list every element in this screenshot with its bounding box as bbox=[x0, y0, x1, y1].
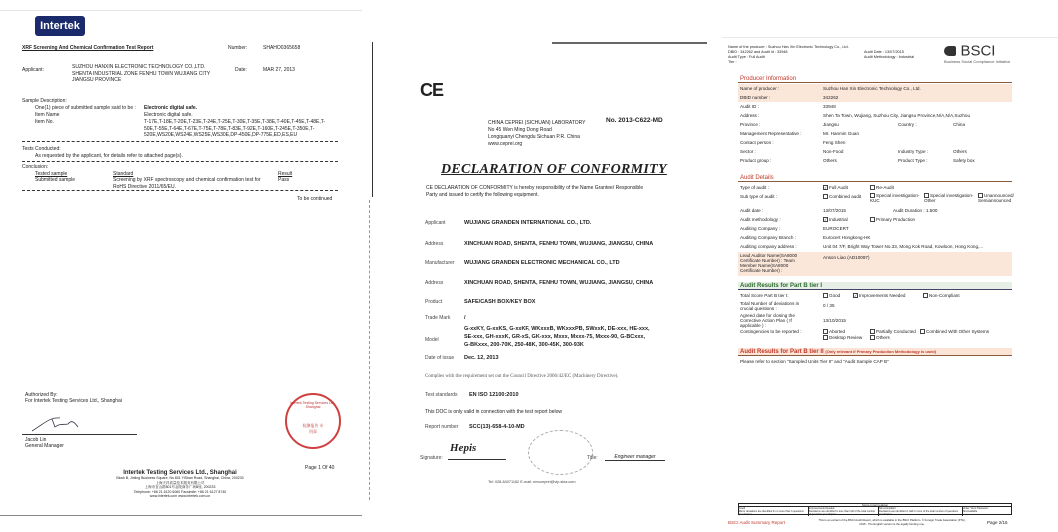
ce-declaration-page bbox=[368, 0, 720, 532]
checkbox-good bbox=[823, 293, 828, 298]
info-row: Province : Jiangsu Country : China bbox=[740, 122, 966, 127]
scan-edge bbox=[552, 42, 707, 44]
info-row: Please refer to section "Sampled Units Tier II" and "Audit Sample CAP B" bbox=[740, 359, 889, 364]
footer-title: BSCI Audit Summary Report bbox=[728, 520, 786, 525]
number-value: SHAHO0365658 bbox=[263, 45, 301, 51]
tests-value: As requested by the applicant, for details refer to attached page(s). bbox=[35, 153, 183, 159]
date-label: Date of issue bbox=[425, 355, 455, 361]
checkbox-others bbox=[870, 335, 875, 340]
score-interpretation-table: Score Interpretation Good Minor deviations are identified in no more than 3 questions per chapter. Improvements Needed Deviations are identified in less than half of the total number of questions per chapter. Non-Compliant Deviations are identified in half or more of the total number of questions per chapter. Under "Zero Tolerance" Not Available bbox=[738, 503, 1012, 515]
field-value: XINCHUAN ROAD, SHENTA, FENHU TOWN, WUJIANG, JIANGSU, CHINA bbox=[464, 280, 654, 286]
field-label: Manufacturer bbox=[425, 260, 455, 266]
info-row: Audit ID : 33948 bbox=[740, 104, 836, 109]
info-row: Audit methodology : ✓ Industrial Primary Production bbox=[740, 217, 916, 223]
field-label: Trade Mark bbox=[425, 315, 451, 321]
field-value: / bbox=[464, 315, 466, 321]
divider bbox=[22, 161, 338, 162]
header-left: Name of the producer : Suzhou Han Xin Electronic Technology Co., Ltd. DBID : 342262 and Audit id : 33948 Audit Type : Full Audit Tier : bbox=[728, 45, 849, 64]
field-value: XINCHUAN ROAD, SHENTA, FENHU TOWN, WUJIANG, JIANGSU, CHINA bbox=[464, 241, 654, 247]
page-number: Page 1 Of 40 bbox=[305, 465, 335, 471]
info-row: Agreed date for closing the Corrective Action Plan ( If applicable ) : 13/10/2015 bbox=[740, 313, 846, 328]
signature-line bbox=[22, 434, 137, 435]
standards-label: Test standards bbox=[425, 392, 458, 398]
standards-value: EN ISO 12100:2010 bbox=[469, 392, 519, 398]
signature-image: Hepis bbox=[450, 442, 477, 454]
date-value: Dec. 12, 2013 bbox=[464, 355, 499, 361]
divider bbox=[22, 141, 338, 142]
report-title: XRF Screening And Chemical Confirmation Test Report bbox=[22, 45, 154, 51]
model-value: G-xxKY, G-xxKS, G-xxKF, WKxxxB, WKxxxPB, SWxxK, DE-xxx, HE-xxx, SE-xxx, GH-xxxK, GR-xS, GK-xxx, Mxxx, Mxxx-75, Mxxx-90, G-BCxxx, G-BKxxx, 200-70K, 250-48K, 300-45K, 300-93K bbox=[464, 326, 650, 348]
checkbox-industrial: ✓ bbox=[824, 217, 828, 223]
field-label: Address bbox=[425, 241, 444, 247]
signature-label: Signature: bbox=[420, 455, 443, 461]
title-value: Engineer manager bbox=[605, 454, 665, 461]
document-title: DECLARATION OF CONFORMITY bbox=[441, 162, 667, 177]
ce-mark: CE bbox=[420, 80, 444, 100]
intertek-report-page bbox=[0, 0, 362, 532]
intertek-logo: Intertek bbox=[35, 16, 85, 36]
number-label: Number: bbox=[228, 45, 248, 51]
item-name-value: Electronic digital safe. bbox=[144, 112, 193, 118]
checkbox-improvements: ✓ bbox=[854, 293, 858, 299]
col-header: Standard bbox=[113, 171, 134, 177]
info-row: Address : Shen Ta Town, Wujiang, Suzhou City, Jiangsu Province,N/A,N/A,Suzhou bbox=[740, 113, 970, 118]
info-row: Contact person : Feng Shen bbox=[740, 140, 846, 145]
checkbox-combined bbox=[823, 194, 828, 199]
intro-text: CE DECLARATION OF CONFORMITY is hereby responsibility of the Name Grantee/ Responsible Party and issued to certify the following equipment. bbox=[426, 185, 644, 198]
tests-label: Tests Conducted: bbox=[22, 146, 61, 152]
signature-image bbox=[30, 413, 85, 433]
checkbox-desktop bbox=[823, 335, 828, 340]
authorized-by: Authorized By: bbox=[25, 392, 58, 398]
bsci-logo: BSCI Business Social Compliance Initiative bbox=[944, 42, 1011, 64]
title-label: Title: bbox=[587, 455, 598, 461]
bsci-globe-icon bbox=[944, 46, 956, 56]
section-audit-details: Audit Details bbox=[738, 174, 1012, 182]
footer: Intertek Testing Services Ltd., Shanghai Block B, Jinling Business Square, No.801 YiShan Road, Shanghai, China, 200233 上海天祥质量技术服务有限公司 上海市宜山路801号金陵商务广场B座, 200233 Telephone: +86 21 6120 6060 Facsimile: +86 21 6127 8740 www.intertek.com www.intertek.com.cn bbox=[116, 470, 244, 498]
info-row: Total Score Part B tier I: Good ✓ Improvements Needed Non-Compliant bbox=[740, 293, 960, 299]
lab-address: CHINA CEPREI (SICHUAN) LABORATORY No 45 Wen Ming Dong Road Longquanyi Chengdu Sichuan P.R. China www.ceprei.org bbox=[488, 120, 586, 147]
info-row: Lead Auditor Name(SA8000 Certificate Number) : Team Member Name(SA8000 Certificate Number) : Anson Liao (AD10097) bbox=[738, 252, 1012, 276]
col-header: Tested sample bbox=[35, 171, 68, 177]
info-row: Auditing company address : Unit 04 7/F, Bright Way Tower No.33, Mong Kok Road, Kowloon, Hong Kong,... bbox=[740, 244, 984, 249]
info-row: Auditing Company : EUROCERT bbox=[740, 226, 849, 231]
checkbox-non-compliant bbox=[923, 293, 928, 298]
authorized-for: For Intertek Testing Services Ltd., Shanghai bbox=[25, 398, 122, 404]
field-label: Applicant bbox=[425, 220, 446, 226]
checkbox-primary-production bbox=[870, 217, 875, 222]
field-value: WUJIANG GRANDEN INTERNATIONAL CO., LTD. bbox=[464, 220, 592, 226]
divider bbox=[0, 515, 362, 516]
conclusion-result: Pass bbox=[278, 177, 290, 183]
info-row: Sub type of audit : Combined audit Special investigation-KUC Special investigation-Other Unannounced/ Semiannounced bbox=[740, 193, 1014, 204]
header-right: Audit Date : 13/07/2015 Audit Methodology : Industrial bbox=[864, 50, 915, 59]
info-row: Contingencies to be reported : Aborted Partially Conducted Combined With Other Systems Desktop Review Others bbox=[740, 329, 990, 340]
info-row: Product group : Others Product Type : Safety box bbox=[740, 158, 975, 163]
info-row: Type of audit : ✓ Full Audit Re-Audit bbox=[740, 185, 894, 191]
info-row: Auditing Company Branch : Eurocert Hongkong-HK bbox=[740, 235, 871, 240]
item-no-value: T-17E,T-18E,T-20E,T-23E,T-24E,T-25E,T-30E,T-35E,T-38E,T-40E,T-45E,T-48E,T- 50E,T-55E,T-64E,T-67E,T-75E,T-78E,T-83E,T-92E,T-160E,T-245E,T-350E,T- 520E,WS20E,WS24E,WS25E,WS30E,DP-450E,DP-775E,ED,ES,EU bbox=[144, 119, 326, 138]
checkbox-partially bbox=[870, 329, 875, 334]
applicant-value: SUZHOU HANXIN ELECTRONIC TECHNOLOGY CO.,LTD. SHENTA INDUSTRIAL ZONE FENHU TOWN WUJIANG CITY JIANGSU PROVINCE bbox=[72, 64, 211, 83]
report-label: Report number bbox=[425, 424, 459, 430]
page-number: Page 2/16 bbox=[987, 520, 1008, 525]
item-name-label: Item Name bbox=[35, 112, 60, 118]
conclusion-label: Conclusion: bbox=[22, 164, 49, 170]
footer-note: This is an extract of the BSCI Audit Report, which is available in the BSCI Platform. © Foreign Trade Association (FTA), 2015 - The English version is the legally binding one. bbox=[818, 518, 966, 526]
official-stamp bbox=[528, 430, 593, 475]
doc-number: No. 2013-C622-MD bbox=[606, 117, 663, 124]
date-value: MAR 27, 2013 bbox=[263, 67, 295, 73]
field-label: Product bbox=[425, 299, 443, 305]
conclusion-sample: Submitted sample bbox=[35, 177, 76, 183]
divider bbox=[0, 10, 362, 11]
col-header: Result bbox=[278, 171, 293, 177]
info-row: Audit date : 13/07/2015 Audit Duration : 1.500 bbox=[740, 208, 938, 213]
info-row: Name of producer : Suzhou Han Xin Electronic Technology Co., Ltd. bbox=[738, 84, 1012, 93]
applicant-label: Applicant: bbox=[22, 67, 44, 73]
date-label: Date: bbox=[235, 67, 247, 73]
contact-info: Tel: 028-84071162 E-mail: emcceprei@vip.sina.com bbox=[488, 480, 576, 484]
report-value: SCC(13)-658-4-10-MD bbox=[469, 424, 525, 430]
sample-said-value: Electronic digital safe. bbox=[144, 105, 198, 111]
conclusion-standard: Screening by XRF spectroscopy and chemical confirmation test for RoHS Directive 2011/65/EU. bbox=[113, 177, 261, 190]
info-row: DBID number : 342262 bbox=[738, 93, 1012, 102]
info-row: Total Number of deviations in crucial questions : 0 / 35 bbox=[740, 301, 835, 311]
scan-edge bbox=[369, 200, 370, 500]
section-tier2: Audit Results for Part B tier II (Only relevant if Primary Production Methodology is used) bbox=[738, 348, 1012, 356]
section-tier1: Audit Results for Part B tier I bbox=[738, 282, 1012, 290]
item-no-label: Item No. bbox=[35, 119, 54, 125]
checkbox-re-audit bbox=[870, 185, 875, 190]
signature-line bbox=[448, 459, 506, 460]
divider bbox=[722, 37, 1058, 38]
field-value: WUJIANG GRANDEN ELECTRONIC MECHANICAL CO., LTD bbox=[464, 260, 620, 266]
divider bbox=[22, 190, 338, 191]
complies-text: Complies with the requirement set out the Council Directive 2006/42/EC (Machinery Directive). bbox=[425, 374, 619, 379]
signer-title: General Manager bbox=[25, 443, 64, 449]
info-row: Management Representative : Mr. Hanmin Guan bbox=[740, 131, 859, 136]
info-row: Sector : Non-Food Industry Type : Others bbox=[740, 149, 967, 154]
signer-name: Jacob Lin bbox=[25, 437, 47, 443]
checkbox-aborted bbox=[823, 329, 828, 334]
scan-edge bbox=[372, 42, 373, 197]
field-label: Address bbox=[425, 280, 444, 286]
checkbox-full-audit: ✓ bbox=[824, 185, 828, 191]
bsci-audit-page bbox=[722, 0, 1058, 532]
field-value: SAFE/CASH BOX/KEY BOX bbox=[464, 299, 536, 305]
checkbox-combined-other bbox=[920, 329, 925, 334]
section-producer-info: Producer Information bbox=[738, 75, 1012, 83]
model-label: Model bbox=[425, 337, 439, 343]
sample-said-label: One(1) piece of submitted sample said to be : bbox=[35, 105, 136, 111]
to-be-continued: To be continued bbox=[297, 196, 333, 202]
sample-desc-label: Sample Description: bbox=[22, 98, 67, 104]
valid-note: This DOC is only valid in connection with the test report below bbox=[425, 409, 563, 415]
official-stamp: Intertek Testing Services Ltd., Shanghai 检测报告 专用章 bbox=[285, 393, 341, 449]
